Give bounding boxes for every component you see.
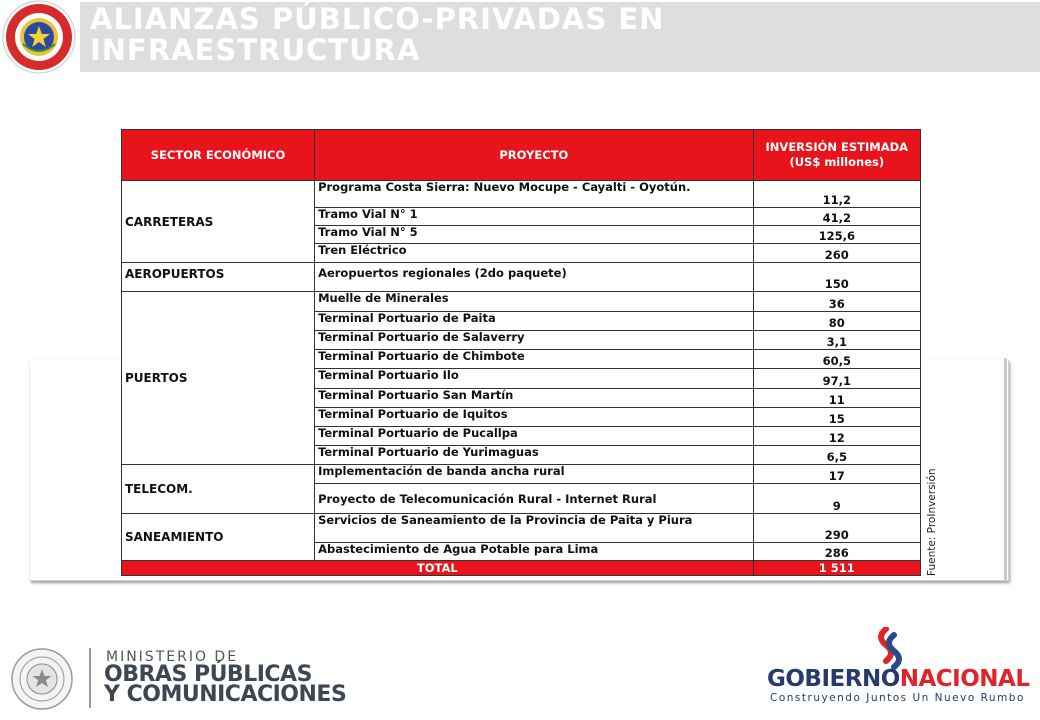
value-cell: 17 <box>753 465 920 484</box>
sector-cell: PUERTOS <box>122 292 315 465</box>
project-cell: Muelle de Minerales <box>315 292 754 312</box>
sector-cell: AEROPUERTOS <box>122 263 315 292</box>
table-row <box>122 465 921 484</box>
value-cell: 11,2 <box>753 181 920 208</box>
sector-cell: CARRETERAS <box>122 181 315 263</box>
value-cell: 3,1 <box>753 331 920 350</box>
ministry-label-line1: MINISTERIO DE <box>106 649 239 665</box>
project-cell: Terminal Portuario San Martín <box>315 389 754 408</box>
value-cell: 15 <box>753 408 920 427</box>
project-cell: Aeropuertos regionales (2do paquete) <box>315 263 754 292</box>
project-cell: Terminal Portuario Ilo <box>315 369 754 389</box>
sector-cell: TELECOM. <box>122 465 315 514</box>
project-cell: Terminal Portuario de Chimbote <box>315 350 754 369</box>
project-cell: Proyecto de Telecomunicación Rural - Internet Rural <box>315 484 754 514</box>
project-cell: Programa Costa Sierra: Nuevo Mocupe - Cayalti - Oyotún. <box>315 181 754 208</box>
table-row <box>122 263 921 292</box>
project-cell: Tramo Vial N° 5 <box>315 226 754 244</box>
value-cell: 9 <box>753 484 920 514</box>
value-cell: 80 <box>753 312 920 331</box>
project-cell: Tren Eléctrico <box>315 244 754 263</box>
value-cell: 36 <box>753 292 920 312</box>
value-cell: 125,6 <box>753 226 920 244</box>
page-title-line2: INFRAESTRUCTURA <box>90 33 421 67</box>
nacional-word: NACIONAL <box>899 666 1030 692</box>
sector-cell: SANEAMIENTO <box>122 514 315 561</box>
project-cell: Tramo Vial N° 1 <box>315 208 754 226</box>
project-cell: Abastecimiento de Agua Potable para Lima <box>315 543 754 561</box>
investment-table <box>121 129 921 576</box>
investment-table-container <box>121 129 921 580</box>
paraguay-seal-small-icon <box>8 648 76 710</box>
value-cell: 260 <box>753 244 920 263</box>
ministry-label-line2: OBRAS PÚBLICAS <box>104 662 312 687</box>
gobierno-nacional-title <box>767 666 1030 692</box>
ministry-label-line3: Y COMUNICACIONES <box>104 682 347 707</box>
source-note-text: Fuente: ProInversión <box>926 468 938 576</box>
project-cell: Terminal Portuario de Pucallpa <box>315 427 754 446</box>
project-cell: Terminal Portuario de Iquitos <box>315 408 754 427</box>
ministry-divider <box>89 648 91 708</box>
value-cell: 41,2 <box>753 208 920 226</box>
project-cell: Terminal Portuario de Paita <box>315 312 754 331</box>
value-cell: 286 <box>753 543 920 561</box>
value-cell: 12 <box>753 427 920 446</box>
paraguay-seal-icon <box>1 0 77 74</box>
total-row <box>122 561 921 576</box>
value-cell: 60,5 <box>753 350 920 369</box>
gobierno-word: GOBIERNO <box>767 666 900 692</box>
table-row <box>122 181 921 208</box>
header-investment-line1: INVERSIÓN ESTIMADA <box>765 140 909 154</box>
value-cell: 150 <box>753 263 920 292</box>
source-note <box>926 446 940 576</box>
header-investment-line2: (US$ millones) <box>789 155 885 169</box>
project-cell: Servicios de Saneamiento de la Provincia de Paita y Piura <box>315 514 754 543</box>
table-row <box>122 292 921 312</box>
header-sector: SECTOR ECONÓMICO <box>122 130 315 181</box>
value-cell: 97,1 <box>753 369 920 389</box>
project-cell: Terminal Portuario de Yurimaguas <box>315 446 754 465</box>
page-title <box>90 4 790 66</box>
table-row <box>122 514 921 543</box>
project-cell: Implementación de banda ancha rural <box>315 465 754 484</box>
total-label: TOTAL <box>122 561 754 576</box>
header-investment <box>753 130 920 181</box>
gobierno-slogan: Construyendo Juntos Un Nuevo Rumbo <box>770 692 1025 704</box>
page-title-line1: ALIANZAS PÚBLICO-PRIVADAS EN <box>90 2 665 36</box>
table-frame-edge <box>1004 358 1007 580</box>
table-header-row <box>122 130 921 181</box>
total-value: 1 511 <box>753 561 920 576</box>
value-cell: 290 <box>753 514 920 543</box>
value-cell: 11 <box>753 389 920 408</box>
value-cell: 6,5 <box>753 446 920 465</box>
project-cell: Terminal Portuario de Salaverry <box>315 331 754 350</box>
header-project: PROYECTO <box>315 130 754 181</box>
